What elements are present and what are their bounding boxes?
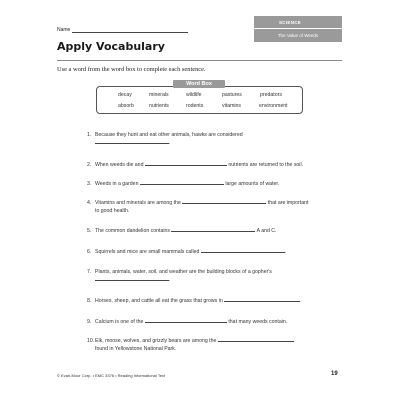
title-rule	[57, 60, 342, 61]
question-number: 5.	[87, 228, 92, 234]
subject-tab	[254, 16, 342, 42]
answer-blank[interactable]	[145, 161, 227, 166]
name-row	[57, 27, 188, 33]
question-text: to good health.	[95, 208, 130, 214]
answer-blank[interactable]	[140, 180, 224, 185]
subject-label: SCIENCE	[254, 16, 342, 29]
question-text: Because they hunt and eat other animals, hawks are considered	[95, 132, 243, 138]
word-box-item: vitamins	[222, 103, 242, 109]
word-box-item: decay	[118, 92, 132, 98]
answer-blank[interactable]	[95, 139, 169, 144]
question-text: The common dandelion contains	[95, 228, 170, 234]
word-box-item: nutrients	[149, 103, 169, 109]
question-1: 1. Because they hunt and eat other animals, hawks are considered .	[87, 132, 243, 146]
question-3	[87, 180, 342, 188]
word-box-item: environment	[259, 103, 288, 109]
question-10	[87, 337, 342, 353]
name-field[interactable]	[72, 28, 188, 33]
question-2	[87, 161, 342, 169]
answer-blank[interactable]	[95, 276, 169, 281]
question-text: Vitamins and minerals are among the	[95, 200, 181, 206]
word-box-item: minerals	[149, 92, 169, 98]
question-text: that are important	[267, 200, 309, 206]
word-box-item: predators	[260, 92, 282, 98]
question-6: 6. Squirrels and mice are small mammals called .	[87, 249, 287, 255]
name-label: Name	[57, 27, 71, 33]
question-text: Weeds in a garden	[95, 181, 139, 187]
question-5	[87, 227, 342, 235]
question-7: 7. Plants, animals, water, soil, and weather are the building blocks of a gopher's .	[87, 269, 272, 283]
question-number: 6.	[87, 249, 92, 255]
question-text: When weeds die and	[95, 162, 144, 168]
question-number: 10.	[87, 338, 95, 344]
answer-blank[interactable]	[171, 227, 255, 232]
question-text: nutrients are returned to the soil.	[228, 162, 304, 168]
question-number: 3.	[87, 181, 92, 187]
question-text: Horses, sheep, and cattle all eat the grass that grows in	[95, 298, 223, 304]
word-box-item: wildlife	[186, 92, 202, 98]
question-number: 1.	[87, 132, 92, 138]
question-text: Elk, moose, wolves, and grizzly bears are among the	[95, 338, 217, 344]
instructions: Use a word from the word box to complete each sentence.	[57, 66, 206, 73]
word-box	[96, 86, 303, 114]
question-9	[87, 318, 342, 326]
question-4	[87, 199, 342, 215]
answer-blank[interactable]	[182, 199, 266, 204]
page-title: Apply Vocabulary	[57, 40, 165, 53]
question-text: Squirrels and mice are small mammals called	[95, 249, 200, 255]
question-text: A and C.	[256, 228, 277, 234]
answer-blank[interactable]	[145, 318, 227, 323]
question-text: found in Yellowstone National Park.	[95, 346, 177, 352]
question-8: 8. Horses, sheep, and cattle all eat the grass that grows in .	[87, 298, 302, 304]
footer-credit: © Evan-Moor Corp. • EMC 3376 • Reading Informational Text	[57, 373, 166, 378]
answer-blank[interactable]	[218, 337, 294, 342]
question-number: 4.	[87, 200, 92, 206]
question-number: 7.	[87, 269, 92, 275]
question-number: 9.	[87, 319, 92, 325]
question-text: Calcium is one of the	[95, 319, 144, 325]
word-box-item: rodents	[186, 103, 204, 109]
question-text: large amounts of water.	[225, 181, 280, 187]
question-number: 2.	[87, 162, 92, 168]
page-number: 19	[331, 371, 338, 377]
unit-label: The Value of Weeds	[277, 32, 319, 38]
answer-blank[interactable]	[201, 248, 285, 253]
question-number: 8.	[87, 298, 92, 304]
question-text: Plants, animals, water, soil, and weather are the building blocks of a gopher's	[95, 269, 272, 275]
word-box-item: absorb	[118, 103, 134, 109]
word-box-label: Word Box	[173, 80, 225, 88]
word-box-item: pastures	[222, 92, 242, 98]
answer-blank[interactable]	[224, 297, 300, 302]
question-text: that many weeds contain.	[228, 319, 288, 325]
